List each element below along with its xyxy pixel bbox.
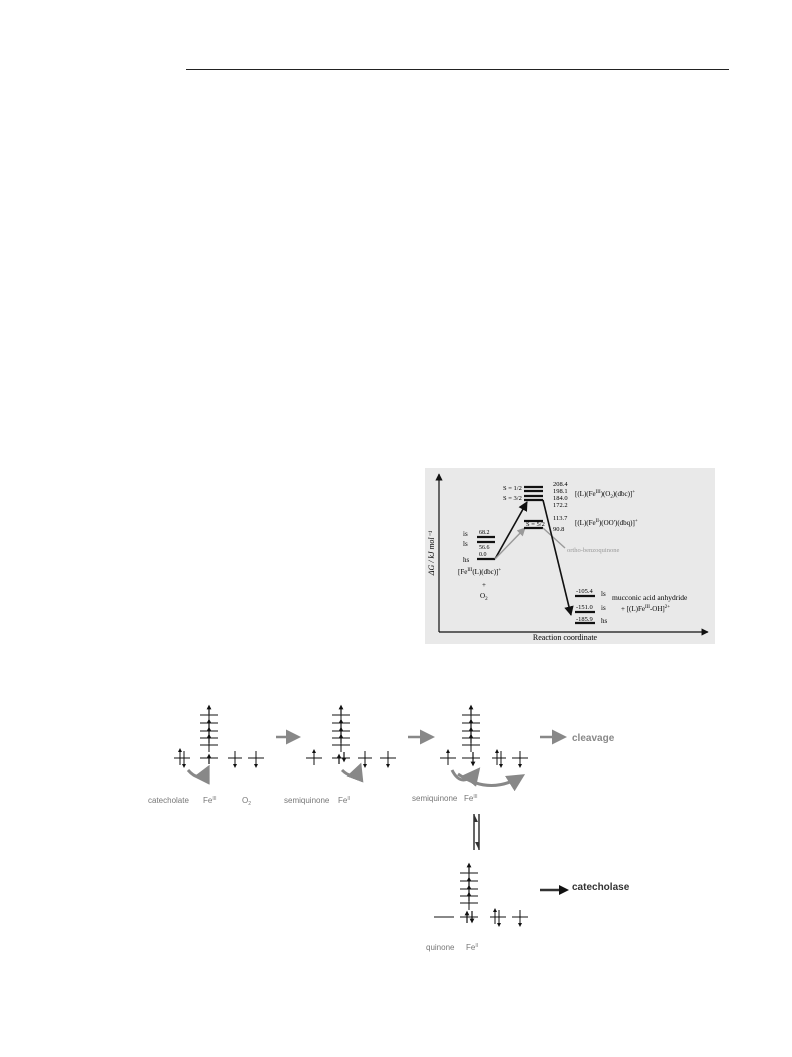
int1-value-2: 198.1 [553,488,568,495]
orbital-occupation-scheme [140,690,660,980]
int2-value-1: 113.7 [553,515,568,522]
reactant-value-ls: 56.6 [479,545,490,551]
reactant-value-is: 68.2 [479,530,490,536]
reactant-spin-hs: hs [463,556,470,564]
int1-value-4: 172.2 [553,502,568,509]
product-formula: + $[(L)Fe^{III}-OH]^{2+}$ [621,605,671,613]
header-rule [186,69,729,70]
product-spin-is: is [601,604,606,612]
label-quinone: quinone [426,943,455,952]
label-fe3-stage3: $Fe^{III}$ [464,794,478,803]
side-product-label: ortho-benzoquinone [567,547,620,554]
stage-catecholate [174,706,264,777]
label-fe2-stage2: $Fe^{II}$ [338,796,351,805]
product-name: mucconic acid anhydride [612,593,688,602]
label-semiquinone-1: semiquinone [284,796,330,805]
label-fe2-stage4: $Fe^{II}$ [466,943,479,952]
reactant-value-hs: 0.0 [479,552,487,558]
equilibrium-arrows [474,814,479,850]
label-o2: $O_2$ [242,796,252,807]
int2-value-2: 90.8 [553,526,565,533]
product-value-hs: -185.9 [576,616,593,623]
x-axis-label: Reaction coordinate [532,633,598,642]
int2-formula: $[(L)(Fe^{II})(OO')(dbq)]^+$ [575,519,638,527]
label-semiquinone-2: semiquinone [412,794,458,803]
int1-spin-three-halves: S = 3/2 [503,495,522,502]
int1-formula: $[(L)(Fe^{III})(O_2)(dbc)]^+$ [575,490,636,500]
y-axis-label: ΔG / kJ mol⁻¹ [427,530,436,576]
stage-semiquinone-fe2 [306,706,396,775]
label-catecholase: catecholase [572,882,630,893]
product-value-ls: -105.4 [576,588,593,595]
reactant-spin-ls: ls [463,540,468,548]
int1-spin-half: S = 1/2 [503,485,522,492]
stage-quinone-fe2 [434,865,528,925]
label-catecholate: catecholate [148,796,189,805]
label-cleavage: cleavage [572,733,615,744]
product-spin-ls: ls [601,590,606,598]
label-fe3-stage1: $Fe^{III}$ [203,796,217,805]
product-value-is: -151.0 [576,604,593,611]
reactant-o2: $O_2$ [480,592,488,602]
reactant-spin-is: is [463,530,468,538]
reactant-formula: $[Fe^{III}(L)(dbc)]^+$ [458,568,502,576]
int1-value-1: 208.4 [553,481,568,488]
stage-semiquinone-fe3 [440,706,528,786]
product-spin-hs: hs [601,617,608,625]
free-energy-diagram [425,468,715,644]
int1-value-3: 184.0 [553,495,568,502]
int2-spin-five-halves: S = 5/2 [526,521,545,528]
reactant-plus: + [482,581,486,589]
